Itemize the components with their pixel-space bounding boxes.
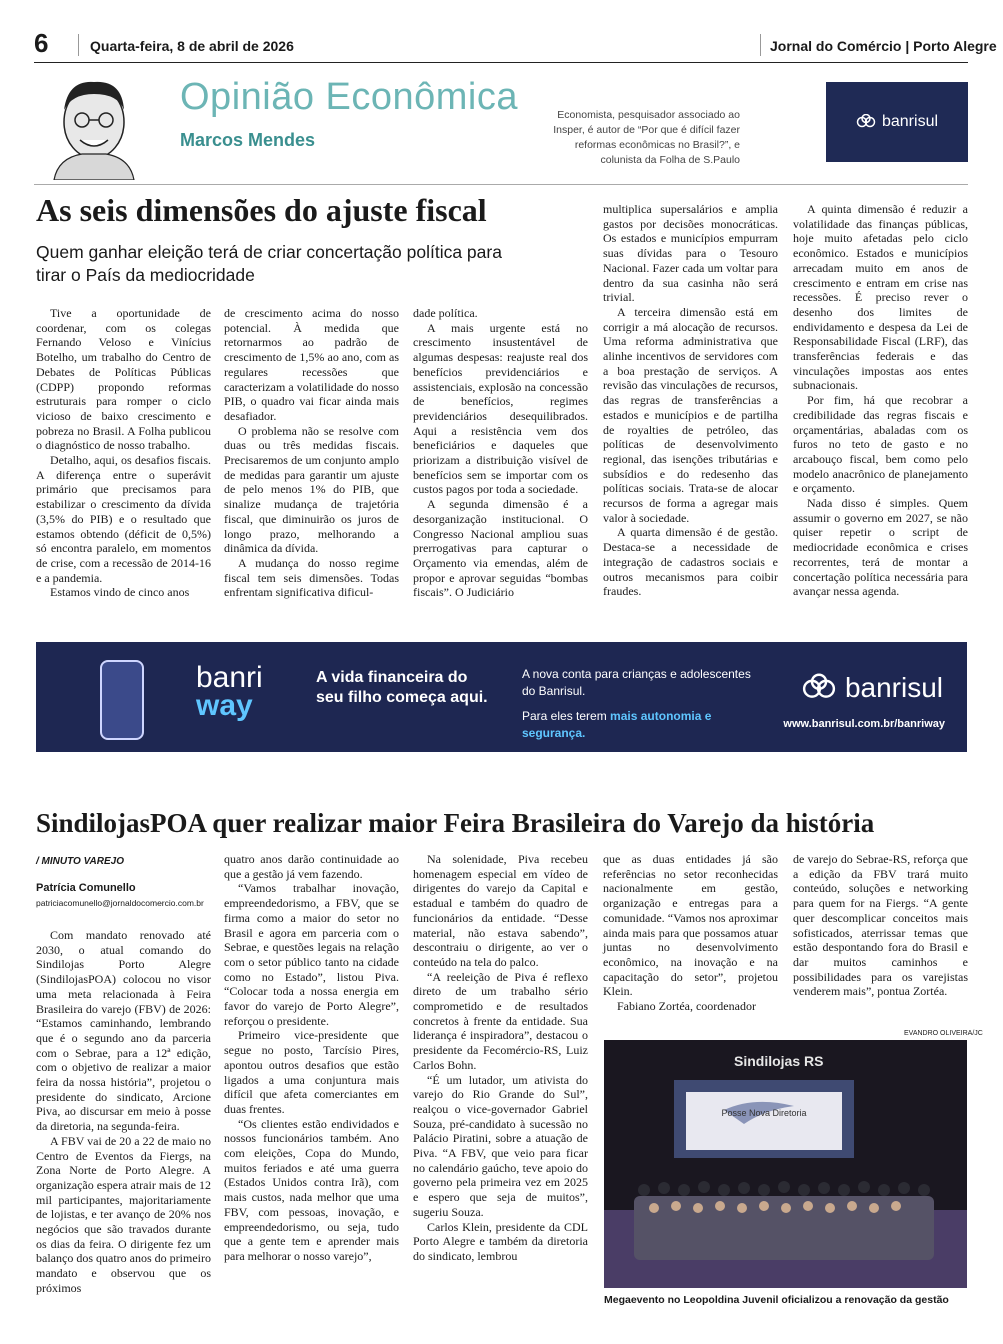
ad-copy <box>522 666 752 742</box>
paragraph: A mudança do nosso regime fiscal tem seis dimensões. Todas enfrentam significativa dificul- <box>224 555 399 600</box>
paragraph: dade política. <box>413 306 478 320</box>
paragraph: quatro anos darão continuidade ao que a gestão já vem fazendo. <box>224 852 399 881</box>
paragraph: Com mandato renovado até 2030, o atual comando do Sindilojas Porto Alegre (SindilojasPOA) colocou no visor uma meta relacionada à Feira Brasileira do varejo (FBV) de 2026: “Estamos caminhando, lembrando que é o segundo ano da parceria com o Sebrae, para a 12ª edição, com o objetivo de realizar a maior feira da nossa história”, projetou o presidente do sindicato, Arcione Piva, ao discursar em meio à posse da diretoria, na segunda-feira. <box>36 928 211 1134</box>
article-column <box>413 852 588 1264</box>
column-title: Opinião Econômica <box>180 76 519 118</box>
banrisul-logo-icon <box>856 114 876 130</box>
banrisul-logo-icon <box>801 673 837 701</box>
article-subtitle: Quem ganhar eleição terá de criar concertação política para tirar o País da mediocridade <box>36 242 502 285</box>
paragraph: “Os clientes estão endividados e nossos funcionários também. Ano com eleições, Copa do Mundo, muitos feriados e até uma guerra (Estados Unidos contra Irã), com mais custos, nada melhor que uma FBV, com pessoas, inovação, e empreendedorismo, ou seja, tudo que a gente tem e aprender mais para melhorar o nosso varejo”, <box>224 1116 399 1263</box>
paragraph: “É um lutador, um ativista do varejo do Rio Grande do Sul”, realçou o vice-governador Gabriel Souza, pré-candidato à sucessão no Palácio Piratini, sobre a atuação de Piva. “A FBV, que veio para ficar no calendário gaúcho, teve apoio do governo pela primeira vez em 2025 e espero que seja de muitos”, sugeriu Souza. <box>413 1072 588 1219</box>
section-rule <box>34 184 968 185</box>
paragraph: Por fim, há que recobrar a credibilidade das regras fiscais e orçamentárias, abaladas com os furos no teto de gasto e no arcabouço fiscal, bem como pelo modelo anacrônico de planejamento e orçamento. <box>793 393 968 496</box>
header-divider <box>78 34 79 56</box>
ad-copy-text: Para eles terem <box>522 709 611 723</box>
paragraph: A quinta dimensão é reduzir a volatilidade das finanças públicas, hoje muito afetadas pelo ciclo econômico. Estados e municípios arrecadam muito em anos de crescimento e entram em crise nas recessões. É preciso rever o desenho dos limites de endividamento e despesa da Lei de Responsabilidade Fiscal (LRF), das transferências federais e das vinculações impostas aos entes subnacionais. <box>793 202 968 393</box>
paragraph: A terceira dimensão está em corrigir a má alocação de recursos. Uma reforma administrativa que alinhe incentivos de servidores com a boa prestação de serviços. A revisão das vinculações de recursos, das regras de transferências a estados e municípios e de partilha de royalties de petróleo, das políticas de desenvolvimento regional, das isenções tributárias e subsídios e do redesenho das políticas sociais. Trata-se de alocar recursos de forma a agregar mais valor à sociedade. <box>603 304 778 525</box>
article-column <box>793 852 968 999</box>
edition-date: Quarta-feira, 8 de abril de 2026 <box>90 38 294 54</box>
paragraph: Nada disso é simples. Quem assumir o governo em 2027, se não quiser repetir o script de mediocridade econômica e crises recorrentes, terá de montar a concertação política necessária para avançar nessa agenda. <box>793 496 968 599</box>
paragraph: Estamos vindo de cinco anos <box>50 585 190 600</box>
ad-copy-line: A nova conta para crianças e adolescentes do Banrisul. <box>522 667 751 698</box>
paragraph: A quarta dimensão é de gestão. Destaca-se a necessidade de integração de cadastros sociais e outros mecanismos para coibir fraudes. <box>603 525 778 599</box>
header-rule <box>34 62 968 63</box>
banriway-brand <box>196 661 263 722</box>
phone-illustration <box>100 660 144 740</box>
paragraph: “Vamos trabalhar inovação, empreendedorismo, a FBV, que se firma como a maior do setor no Brasil e agora em parceria com o Sebrae, e questões legais na relação com o setor público tanto na cidade como no Estado”, listou Piva. “Colocar toda a nossa energia em favor do varejo de Porto Alegre”, reforçou o presidente. <box>224 881 399 1028</box>
newspaper-name: Jornal do Comércio | Porto Alegre <box>770 38 997 54</box>
screen-text: Posse Nova Diretoria <box>721 1108 807 1118</box>
photo-caption: Megaevento no Leopoldina Juvenil oficializou a renovação da gestão <box>604 1294 949 1306</box>
article-column <box>224 306 399 600</box>
paragraph: Primeiro vice-presidente que segue no posto, Tarcísio Pires, apontou outros desafios que estão ligados a uma conjuntura mais difícil que afeta comerciantes em duas frentes. <box>224 1028 399 1116</box>
paragraph: Carlos Klein, presidente da CDL Porto Alegre e também da diretoria do sindicato, lembrou <box>413 1219 588 1263</box>
byline-email[interactable]: patriciacomunello@jornaldocomercio.com.br <box>36 898 204 908</box>
article-column <box>413 306 588 600</box>
section-tag: / MINUTO VAREJO <box>36 856 124 867</box>
article-column <box>36 928 211 1296</box>
sponsor-name: banrisul <box>881 113 939 130</box>
article-column <box>603 202 778 599</box>
author-bio: Economista, pesquisador associado ao Insper, é autor de “Por que é difícil fazer reformas econômicas no Brasil?”, e colunista da Folha de S.Paulo <box>553 109 740 166</box>
paragraph: de crescimento acima do nosso potencial. À medida que retornarmos ao padrão de crescimento de 1,5% ao ano, com as regulares recessões que caracterizam a volatilidade do nosso PIB, o quadro vai ficar ainda mais desafiador. <box>224 306 399 423</box>
paragraph: de varejo do Sebrae-RS, reforça que a edição da FBV trará muito conteúdo, soluções e networking para quem for na Fiergs. “A gente quer descomplicar conceitos mais sofisticados, aterrissar temas que estão despontando fora do Brasil e dar muitos caminhos e possibilidades para os varejistas venderem mais”, pontua Zortéa. <box>793 852 968 999</box>
paragraph: Detalho, aqui, os desafios fiscais. A diferença entre o superávit primário que precisamos para estabilizar o crescimento da dívida (3,5% do PIB) e o resultado que estamos obtendo (déficit de 0,5%) só encontra paralelo, em momentos de crise, com a recessão de 2014-16 e a pandemia. <box>36 453 211 585</box>
logo-text: banrisul <box>844 672 943 703</box>
ad-url[interactable]: www.banrisul.com.br/banriway <box>783 718 945 730</box>
article-title: SindilojasPOA quer realizar maior Feira Brasileira do Varejo da história <box>36 808 875 838</box>
paragraph: que as duas entidades já são referências no setor reconhecidas nacionalmente em gestão, organização e entregas para a comunidade. “Vamos nos aproximar ainda mais para que possamos atuar juntas no desenvolvimento econômico, na inovação e na capacitação do setor”, projetou Klein. <box>603 852 778 999</box>
article-column <box>224 852 399 1264</box>
column-author: Marcos Mendes <box>180 130 316 150</box>
photo-credit: EVANDRO OLIVEIRA/JC <box>904 1030 983 1037</box>
paragraph: multiplica supersalários e amplia gastos por decisões monocráticas. Os estados e municípios empurram suas dívidas para o Tesouro Nacional. Fazer cada um voltar para dentro da sua casinha não será trivial. <box>603 202 778 305</box>
byline-author: Patrícia Comunello <box>36 882 136 894</box>
paragraph: O problema não se resolve com duas ou três medidas fiscais. Precisaremos de um conjunto amplo de medidas para garantir um ajuste de pelo menos 1% do PIB, que sinalize mudança de trajetória fiscal, que diminuirão os juros de longo prazo, melhorando a dinâmica da dívida. <box>224 423 399 556</box>
paragraph: A FBV vai de 20 a 22 de maio no Centro de Eventos da Fiergs, na Zona Norte de Porto Alegre. A organização espera atrair mais de 12 mil participantes, majoritariamente de lojistas, e ter avanço de 20% nos negócios que são travados durante os dias da feira. O dirigente fez um balanço dos quatro anos do primeiro mandato e observou que os próximos <box>36 1133 211 1295</box>
paragraph: A segunda dimensão é a desorganização institucional. O Congresso Nacional ampliou suas prerrogativas para capturar o Orçamento via emendas, além de propor e aprovar seguidas “bombas fiscais”. O Judiciário <box>413 497 588 600</box>
article-column <box>793 202 968 599</box>
sponsor-ad[interactable] <box>826 82 968 162</box>
article-title: As seis dimensões do ajuste fiscal <box>36 192 487 228</box>
event-photo <box>604 1040 967 1288</box>
paragraph: A mais urgente está no crescimento insustentável de algumas despesas: reajuste real dos benefícios previdenciários e assistenciais, explosão na concessão de benefícios, regimes previdenciários desequilibrados. Aqui a resistência vem dos beneficiários e daqueles que priorizam a distribuição visível de benefícios sem se importar com os custos pagos por toda a sociedade. <box>413 320 588 497</box>
brand-bottom: way <box>196 689 253 722</box>
article-column <box>36 306 211 600</box>
banrisul-logo <box>801 672 943 704</box>
page-number: 6 <box>34 28 49 58</box>
header-divider <box>760 34 761 56</box>
author-portrait <box>44 70 144 180</box>
brand-top: banri <box>196 661 263 694</box>
photo-sign: Sindilojas RS <box>734 1053 824 1069</box>
article-column <box>603 852 778 1014</box>
paragraph: Na solenidade, Piva recebeu homenagem especial em vídeo de dirigentes do varejo da Capital e estadual e também do quadro de funcionários da entidade. “Desse material, não estava sabendo”, descontraiu o dirigente, ao ver o conteúdo na tela do palco. <box>413 852 588 969</box>
paragraph: “A reeleição de Piva é reflexo direto de um trabalho sério comprometido e de resultados concretos à frente da entidade. Sua liderança é inspiradora”, destacou o presidente da Fecomércio-RS, Luiz Carlos Bohn. <box>413 969 588 1072</box>
ad-headline: A vida financeira do seu filho começa aqui. <box>316 669 488 706</box>
banriway-ad-banner[interactable] <box>36 642 967 752</box>
ad-copy-highlight: mais autonomia e segurança. <box>522 709 712 740</box>
ad-copy-line <box>522 708 752 742</box>
paragraph: Tive a oportunidade de coordenar, com os colegas Fernando Veloso e Vinícius Botelho, um trabalho do Centro de Debates de Políticas Públicas (CDPP) propondo reformas estruturais para romper o ciclo vicioso de baixo crescimento e pobreza no Brasil. A Folha publicou o diagnóstico de nosso trabalho. <box>36 306 211 453</box>
paragraph: Fabiano Zortéa, coordenador <box>617 999 756 1014</box>
